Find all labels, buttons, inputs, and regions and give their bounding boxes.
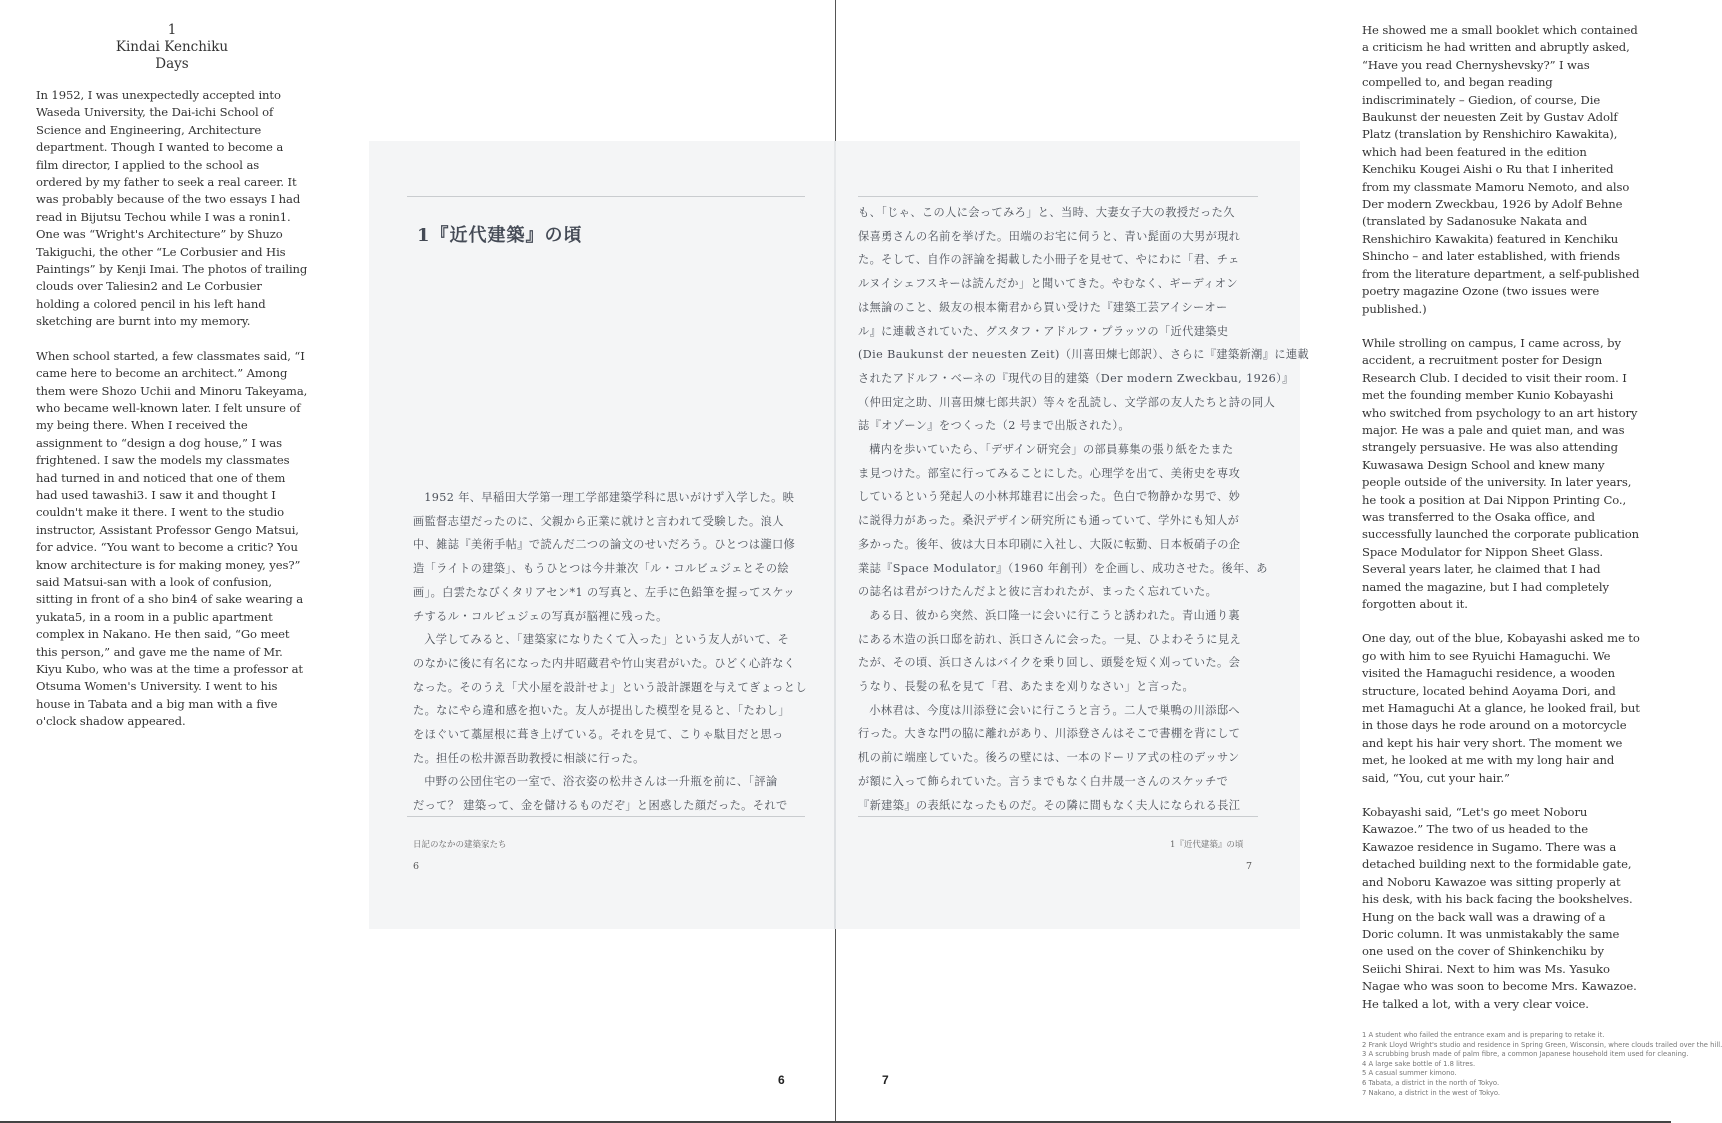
footnote: 1 A student who failed the entrance exam and is preparing to retake it. xyxy=(1362,1030,1605,1039)
left-paragraph-1: In 1952, I was unexpectedly accepted into Waseda University, the Dai-ichi School of Science and Engineering, Architecture department. Though I wanted to become a film director, I applied to the school as ordered by my father to seek a real career. It was probably because of the two essays I had read in Bijutsu Techou while I was a ronin1. One was “Wright's Architecture” by Shuzo Takiguchi, the other “Le Corbusier and His Paintings” by Kenji Imai. The photos of trailing clouds over Taliesin2 and Le Corbusier holding a colored pencil in his left hand sketching are burnt into my memory. xyxy=(36,88,308,329)
japanese-text-line: の誌名は君がつけたんだよと彼に言われたが、まったく忘れていた。 xyxy=(858,585,1218,599)
japanese-text-line: 小林君は、今度は川添登に会いに行こうと言う。二人で巣鴨の川添邸へ xyxy=(869,703,1240,717)
japanese-text-line: のなかに後に有名になった内井昭蔵君や竹山実君がいた。ひどく心許なく xyxy=(413,656,796,670)
japanese-text-line: うなり、長髪の私を見て「君、あたまを刈りなさい」と言った。 xyxy=(858,680,1195,694)
japanese-text-line: 多かった。後年、彼は大日本印刷に入社し、大阪に転勤、日本板硝子の企 xyxy=(858,537,1241,551)
photo-left-page xyxy=(369,141,835,929)
japanese-text-line: 画監督志望だったのに、父親から正業に就けと言われて受験した。浪人 xyxy=(413,514,784,528)
japanese-text-line: は無論のこと、級友の根本衛君から買い受けた『建築工芸アイシーオー xyxy=(858,300,1228,314)
right-paragraph-3: One day, out of the blue, Kobayashi asked me to go with him to see Ryuichi Hamaguchi. We visited the Hamaguchi residence, a wooden structure, located behind Aoyama Dori, and met Hamaguchi At a glance, he looked frail, but in those days he rode around on a motorcycle and kept his hair very short. The moment we met, he looked at me with my long hair and said, “You, cut your hair.” xyxy=(1362,631,1640,785)
right-paragraph-1: He showed me a small booklet which contained a criticism he had written and abruptly asked, “Have you read Chernyshevsky?” I was compelled to, and began reading indiscriminately – Giedion, of course, Die Baukunst der neuesten Zeit by Gustav Adolf Platz (translation by Renshichiro Kawakita), which had been featured in the edition Kenchiku Kougei Aishi o Ru that I inherited from my classmate Mamoru Nemoto, and also Der modern Zweckbau, 1926 by Adolf Behne (translated by Sadanosuke Nakata and Renshichiro Kawakita) featured in Kenchiku Shincho – and later established, with friends from the literature department, a self-published poetry magazine Ozone (two issues were published.) xyxy=(1362,23,1640,316)
book-photo xyxy=(369,141,1310,929)
japanese-text-line: 行った。大きな門の脇に離れがあり、川添登さんはそこで書棚を背にして xyxy=(858,727,1241,741)
footnote: 4 A large sake bottle of 1.8 litres. xyxy=(1362,1059,1476,1068)
japanese-text-line: 誌『オゾーン』をつくった（2 号まで出版された）。 xyxy=(858,419,1130,433)
japanese-chapter-title: 1『近代建築』の頃 xyxy=(417,225,583,246)
right-text-column xyxy=(1362,22,1722,1098)
footnote: 3 A scrubbing brush made of palm fibre, a common Japanese household item used for cleaning. xyxy=(1362,1050,1689,1059)
footer-rule xyxy=(407,816,805,817)
footnote: 6 Tabata, a district in the north of Tokyo. xyxy=(1362,1078,1500,1087)
header-rule xyxy=(858,196,1258,197)
japanese-text-line: た。そして、自作の評論を掲載した小冊子を見せて、やにわに「君、チェ xyxy=(858,253,1240,267)
japanese-text-line: た。担任の松井源吾助教授に相談に行った。 xyxy=(413,751,645,765)
footnote: 5 A casual summer kimono. xyxy=(1362,1069,1457,1078)
japanese-text-line: 構内を歩いていたら、「デザイン研究会」の部員募集の張り紙をたまた xyxy=(869,443,1234,457)
japanese-text-line: たが、その頃、浜口さんはバイクを乗り回し、頭髪を短く刈っていた。会 xyxy=(858,656,1241,670)
left-text-column xyxy=(36,22,308,748)
japanese-text-line: しているという発起人の小林邦雄君に出会った。色白で物静かな男で、妙 xyxy=(858,490,1241,504)
footnote: 7 Nakano, a district in the west of Tokyo. xyxy=(1362,1088,1501,1097)
japanese-text-line: 入学してみると、「建築家になりたくて入った」という友人がいて、そ xyxy=(424,633,790,647)
japanese-text-line: 保喜勇さんの名前を挙げた。田端のお宅に伺うと、青い髭面の大男が現れ xyxy=(858,229,1241,243)
footer-rule xyxy=(858,816,1258,817)
japanese-text-line: (Die Baukunst der neuesten Zeit)（川喜田煉七郎訳）、さらに『建築新潮』に連載 xyxy=(858,348,1310,362)
japanese-text-line: 1952 年、早稲田大学第一理工学部建築学科に思いがけず入学した。映 xyxy=(424,491,795,504)
left-paragraph-2: When school started, a few classmates said, “I came here to become an architect.” Among them were Shozo Uchii and Minoru Takeyama, who became well-known later. I felt unsure of my being there. When I received the assignment to “design a dog house,” I was frightened. I saw the models my classmates had turned in and noticed that one of them had used tawashi3. I saw it and thought I couldn't make it there. I went to the studio instructor, Assistant Professor Gengo Matsui, for advice. “You want to become a critic? You know architecture is for making money, yes?” said Matsui-san with a look of confusion, sitting in front of a sho bin4 of sake wearing a yukata5, in a room in a public apartment complex in Nakano. He then said, “Go meet this person,” and gave me the name of Mr. Kiyu Kubo, who was at the time a professor at Otsuma Women's University. I went to his house in Tabata and a big man with a five o'clock shadow appeared. xyxy=(36,348,308,729)
japanese-text-line: だって？ 建築って、金を儲けるものだぞ」と困惑した顔だった。それで xyxy=(413,799,788,813)
japanese-text-line: チするル・コルビュジェの写真が脳裡に残った。 xyxy=(413,609,668,623)
japanese-text-line: 中野の公団住宅の一室で、浴衣姿の松井さんは一升瓶を前に、「評論 xyxy=(424,775,778,789)
chapter-number: 1 xyxy=(167,22,177,38)
japanese-text-line: ル』に連載されていた、グスタフ・アドルフ・プラッツの「近代建築史 xyxy=(858,324,1229,338)
page-number-right: 7 xyxy=(882,1073,889,1087)
chapter-title-line-2: Days xyxy=(155,56,189,72)
japanese-text-line: ある日、彼から突然、浜口隆一に会いに行こうと誘われた。青山通り裏 xyxy=(869,608,1240,622)
japanese-text-right xyxy=(858,201,1310,817)
japanese-text-line: （仲田定之助、川喜田煉七郎共訳）等々を乱読し、文学部の友人たちと詩の同人 xyxy=(858,395,1276,409)
right-paragraph-4: Kobayashi said, “Let's go meet Noboru Kawazoe.” The two of us headed to the Kawazoe residence in Sugamo. There was a detached building next to the formidable gate, and Noboru Kawazoe was sitting properly at his desk, with his back facing the bookshelves. Hung on the back wall was a drawing of a Doric column. It was unmistakably the same one used on the cover of Shinkenchiku by Seiichi Shirai. Next to him was Ms. Yasuko Nagae who was soon to become Mrs. Kawazoe. He talked a lot, with a very clear voice. xyxy=(1362,805,1637,1011)
japanese-text-line: にある木造の浜口邸を訪れ、浜口さんに会った。一見、ひよわそうに見え xyxy=(858,632,1242,646)
japanese-text-left xyxy=(413,486,823,818)
footer-page-number: 7 xyxy=(1246,861,1253,872)
japanese-text-line: 業誌『Space Modulator』（1960 年創刊）を企画し、成功させた。後年、あ xyxy=(858,561,1268,575)
header-rule xyxy=(407,196,805,197)
japanese-text-line: ま見つけた。部室に行ってみることにした。心理学を出て、美術史を専攻 xyxy=(858,466,1241,480)
footer-page-number: 6 xyxy=(413,861,420,872)
japanese-text-line: なった。そのうえ「犬小屋を設計せよ」という設計課題を与えてぎょっとし xyxy=(413,680,807,694)
photo-right-page xyxy=(836,141,1310,929)
japanese-text-line: も、「じゃ、この人に会ってみろ」と、当時、大妻女子大の教授だった久 xyxy=(858,206,1235,219)
japanese-text-line: た。なにやら違和感を抱いた。友人が提出した模型を見ると、「たわし」 xyxy=(413,704,790,718)
japanese-text-line: に説得力があった。桑沢デザイン研究所にも通っていて、学外にも知人が xyxy=(858,514,1240,528)
japanese-text-line: が額に入って飾られていた。言うまでもなく白井晟一さんのスケッチで xyxy=(858,774,1229,788)
chapter-heading xyxy=(36,22,308,73)
japanese-text-line: をほぐいて藁屋根に葺き上げている。それを見て、こりゃ駄目だと思っ xyxy=(413,728,784,742)
page-number-left: 6 xyxy=(778,1073,785,1087)
footnote: 2 Frank Lloyd Wright's studio and residence in Spring Green, Wisconsin, where clouds trailed over the hill. xyxy=(1362,1040,1722,1049)
japanese-text-line: 中、雑誌『美術手帖』で読んだ二つの論文のせいだろう。ひとつは瀧口修 xyxy=(413,538,796,552)
japanese-text-line: 『新建築』の表紙になったものだ。その隣に間もなく夫人になられる長江 xyxy=(858,798,1241,812)
japanese-text-line: ルヌイシェフスキーは読んだか」と聞いてきた。やむなく、ギーディオン xyxy=(858,277,1238,291)
japanese-text-line: 机の前に端座していた。後ろの壁には、一本のドーリア式の柱のデッサン xyxy=(858,751,1240,765)
japanese-text-line: 画」。白雲たなびくタリアセン*1 の写真と、左手に色鉛筆を握ってスケッ xyxy=(413,585,795,599)
chapter-title-line-1: Kindai Kenchiku xyxy=(115,39,229,55)
footnotes xyxy=(1362,1030,1722,1098)
footer-book-title: 日記のなかの建築家たち xyxy=(413,840,507,850)
right-paragraph-2: While strolling on campus, I came across, by accident, a recruitment poster for Design Research Club. I decided to visit their room. I met the founding member Kunio Kobayashi who switched from psychology to an art history major. He was a pale and quiet man, and was strangely persuasive. He was also attending Kuwasawa Design School and knew many people outside of the university. In later years, he took a position at Dai Nippon Printing Co., was transferred to the Osaka office, and successfully launched the corporate publication Space Modulator for Nippon Sheet Glass. Several years later, he claimed that I had named the magazine, but I had completely forgotten about it. xyxy=(1362,335,1640,611)
footer-chapter-title: 1『近代建築』の頃 xyxy=(1170,840,1244,850)
japanese-text-line: されたアドルフ・ベーネの『現代の目的建築（Der modern Zweckbau, 1926）』 xyxy=(858,371,1294,385)
japanese-text-line: 造「ライトの建築」、もうひとつは今井兼次「ル・コルビュジェとその絵 xyxy=(413,562,790,576)
